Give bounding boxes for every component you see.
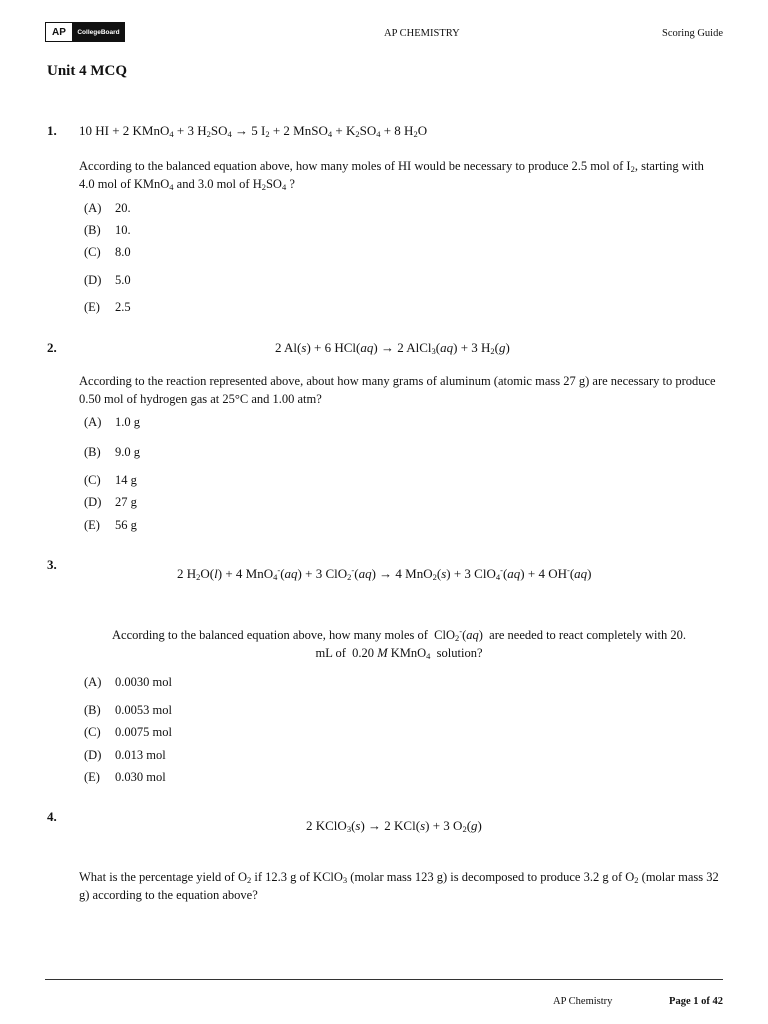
question-number: 4. [47, 809, 57, 824]
answer-option[interactable]: (E) 56 g [84, 518, 137, 532]
answer-option[interactable]: (C) 8.0 [84, 245, 131, 259]
answer-option[interactable]: (D) 0.013 mol [84, 748, 166, 762]
logo-org-text: CollegeBoard [73, 23, 124, 41]
answer-option[interactable]: (E) 2.5 [84, 300, 131, 314]
question-equation: 2 Al(s) + 6 HCl(aq) → 2 AlCl$_3$(aq) + 3 $H_2(g)$ [275, 340, 510, 356]
answer-option[interactable]: (A) 20. [84, 201, 131, 215]
question-stem: According to the balanced equation above, how many moles of ClO$_2$-(aq) are needed to react completely with 20. mL of 0.20 M KMnO$_4$ solution? [112, 626, 686, 661]
question-equation: 2 $H_2O(l) + 4$ MnO$_4$-(aq) + 3 ClO$_2$-(aq) → 4 MnO$_2$(s) + 3 ClO$_4$-(aq) + 4 OH-(aq) [177, 565, 592, 582]
answer-option[interactable]: (D) 5.0 [84, 273, 131, 287]
question-stem: What is the percentage yield of $O_2$ if 12.3 g of KClO$_3$ (molar mass 123 g) is decomposed to produce 3.2 g of $O_2$ (molar mass 32 g) according to the equation above? [79, 870, 719, 902]
page-title: Unit 4 MCQ [47, 63, 127, 79]
question-number: 2. [47, 340, 57, 355]
page-number: Page 1 of 42 [669, 996, 723, 1007]
question-number: 1. [47, 123, 57, 138]
question-number: 3. [47, 557, 57, 572]
answer-option[interactable]: (B) 0.0053 mol [84, 703, 172, 717]
header-course: AP CHEMISTRY [384, 28, 460, 39]
answer-option[interactable]: (A) 0.0030 mol [84, 675, 172, 689]
question-equation: 2 KClO$_3$(s) → 2 KCl(s) + 3 $O_2(g)$ [306, 818, 482, 834]
answer-option[interactable]: (B) 9.0 g [84, 445, 140, 459]
header-doc-type: Scoring Guide [662, 28, 723, 39]
footer-divider [45, 979, 723, 980]
answer-option[interactable]: (E) 0.030 mol [84, 770, 166, 784]
question-stem: According to the reaction represented above, about how many grams of aluminum (atomic mass 27 g) are necessary to produce 0.50 mol of hydrogen gas at 25°C and 1.00 atm? [79, 374, 716, 406]
ap-collegeboard-logo [45, 22, 125, 42]
footer-course: AP Chemistry [553, 996, 613, 1007]
answer-option[interactable]: (B) 10. [84, 223, 131, 237]
question-equation: 10 HI + 2 KMnO$_4$ + 3 $H_2SO_4 \to 5$ $I_2 + 2$ MnSO$_4$ + $K_2SO_4 + 8$ $H_2O$ [79, 123, 428, 139]
answer-option[interactable]: (C) 0.0075 mol [84, 725, 172, 739]
answer-option[interactable]: (A) 1.0 g [84, 415, 140, 429]
question-stem: According to the balanced equation above, how many moles of HI would be necessary to produce 2.5 mol of $I_2$, starting with 4.0 mol of KMnO$_4$ and 3.0 mol of $H_2SO_4$ ? [79, 159, 704, 192]
answer-option[interactable]: (D) 27 g [84, 495, 137, 509]
answer-option[interactable]: (C) 14 g [84, 473, 137, 487]
logo-ap-text: AP [46, 23, 73, 41]
